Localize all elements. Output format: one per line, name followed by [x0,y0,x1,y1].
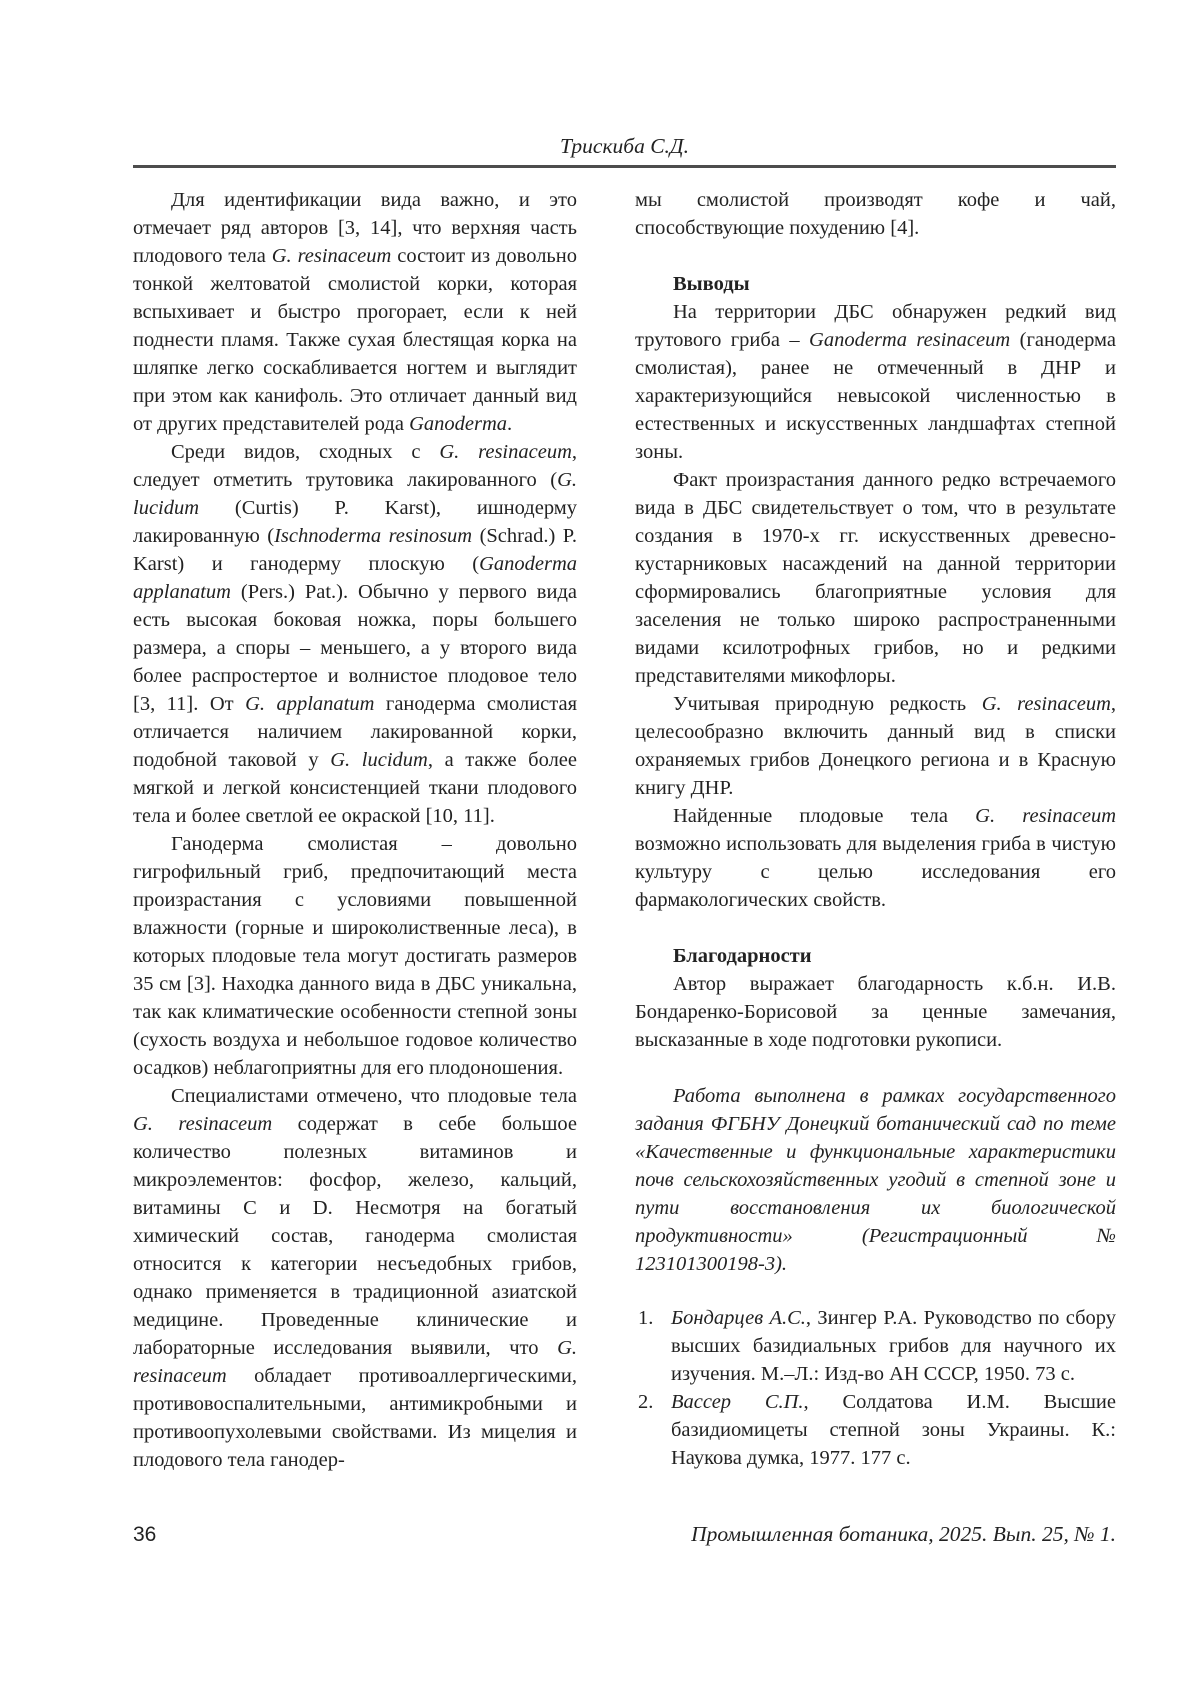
reference-number: 2. [638,1391,654,1413]
species-name: Ischnoderma resinosum [274,525,473,547]
left-column [133,186,577,1474]
reference-text: Вассер С.П., Солдатова И.М. Высшие базидиомицеты степной зоны Украины. К.: Наукова думка, 1977. 177 с. [671,1391,1116,1469]
references-list [635,1304,1116,1472]
paragraph: Ганодерма смолистая – довольно гигрофильный гриб, предпочитающий места произрастания с условиями повышенной влажности (горные и широколиственные леса), в которых плодовые тела могут достигать размеров 35 см [3]. Находка данного вида в ДБС уникальна, так как климатические особенности степной зоны (сухость воздуха и небольшое годовое количество осадков) неблагоприятны для его плодоношения. [133,833,577,1079]
reference-item [635,1388,1116,1472]
paragraph: Найденные плодовые тела G. resinaceum возможно использовать для выделения гриба в чистую культуру с целью исследования его фармакологических свойств. [635,805,1116,911]
reference-text: Бондарцев А.С., Зингер Р.А. Руководство по сбору высших базидиальных грибов для научного их изучения. М.–Л.: Изд-во АН СССР, 1950. 73 с. [671,1307,1116,1385]
species-name: Бондарцев А.С. [671,1307,806,1329]
species-name: G. resinaceum [981,693,1111,715]
section-heading: Благодарности [673,945,812,967]
paragraph: Среди видов, сходных с G. resinaceum, следует отметить трутовика лакированного (G. lucidum (Curtis) P. Karst), ишнодерму лакированную (Ischnoderma resinosum (Schrad.) P. Karst) и ганодерму плоскую (Ganoderma applanatum (Pers.) Pat.). Обычно у первого вида есть высокая боковая ножка, поры большего размера, а споры – меньшего, а у второго вида более распростертое и волнистое плодовое тело [3, 11]. От G. applanatum ганодерма смолистая отличается наличием лакированной корки, подобной таковой у G. lucidum, а также более мягкой и легкой консистенцией ткани плодового тела и более светлой ее окраской [10, 11]. [133,441,578,827]
paragraph: На территории ДБС обнаружен редкий вид трутового гриба – Ganoderma resinaceum (ганодерма смолистая), ранее не отмеченный в ДНР и характеризующийся невысокой численностью в естественных и искусственных ландшафтах степной зоны. [635,301,1116,463]
species-name: G. applanatum [245,693,375,715]
journal-footer: Промышленная ботаника, 2025. Вып. 25, № 1. [691,1522,1116,1546]
running-head-author: Трискиба С.Д. [560,134,689,158]
species-name: Ganoderma applanatum [133,553,577,603]
page-number: 36 [133,1523,157,1546]
reference-item [635,1304,1116,1388]
two-column-body [133,186,1116,1474]
species-name: Ganoderma [409,413,507,435]
species-name: G. lucidum [330,749,428,771]
paragraph: мы смолистой производят кофе и чай, способствующие похудению [4]. [635,189,1116,239]
paragraph: Работа выполнена в рамках государственного задания ФГБНУ Донецкий ботанический сад по теме «Качественные и функциональные характеристики почв сельскохозяйственных угодий в степной зоне и пути восстановления их биологической продуктивности» (Регистрационный № 123101300198-3). [635,1085,1116,1275]
right-column [635,186,1116,1474]
species-name: G. resinaceum [975,805,1116,827]
species-name: G. resinaceum [271,245,392,267]
page-content [133,133,1116,1474]
paragraph: Учитывая природную редкость G. resinaceum, целесообразно включить данный вид в списки охраняемых грибов Донецкого региона и в Красную книгу ДНР. [635,693,1116,799]
species-name: G. resinaceum [439,441,572,463]
species-name: G. lucidum [133,469,577,519]
paragraph: Факт произрастания данного редко встречаемого вида в ДБС свидетельствует о том, что в результате создания в 1970-х гг. искусственных древесно-кустарниковых насаждений на данной территории сформировались благоприятные условия для заселения не только широко распространенными видами ксилотрофных грибов, но и редкими представителями микофлоры. [635,469,1116,687]
paragraph: Автор выражает благодарность к.б.н. И.В. Бондаренко-Борисовой за ценные замечания, высказанные в ходе подготовки рукописи. [635,973,1116,1051]
section-heading: Выводы [673,273,750,295]
paragraph: Специалистами отмечено, что плодовые тела G. resinaceum содержат в себе большое количество полезных витаминов и микроэлементов: фосфор, железо, кальций, витамины C и D. Несмотря на богатый химический состав, ганодерма смолистая относится к категории несъедобных грибов, однако применяется в традиционной азиатской медицине. Проведенные клинические и лабораторные исследования выявили, что G. resinaceum обладает противоаллергическими, противовоспалительными, антимикробными и противоопухолевыми свойствами. Из мицелия и плодового тела ганодер- [133,1085,577,1471]
page-footer [133,1522,1116,1547]
reference-number: 1. [638,1307,654,1329]
species-name: G. resinaceum [133,1337,577,1387]
species-name: G. resinaceum [133,1113,273,1135]
header-rule [133,165,1116,168]
species-name: Вассер С.П. [671,1391,804,1413]
species-name: Ganoderma resinaceum [809,329,1011,351]
paragraph: Для идентификации вида важно, и это отмечает ряд авторов [3, 14], что верхняя часть плодового тела G. resinaceum состоит из довольно тонкой желтоватой смолистой корки, которая вспыхивает и быстро прогорает, если к ней поднести пламя. Также сухая блестящая корка на шляпке легко соскабливается ногтем и выглядит при этом как канифоль. Это отличает данный вид от других представителей рода Ganoderma. [133,189,577,435]
